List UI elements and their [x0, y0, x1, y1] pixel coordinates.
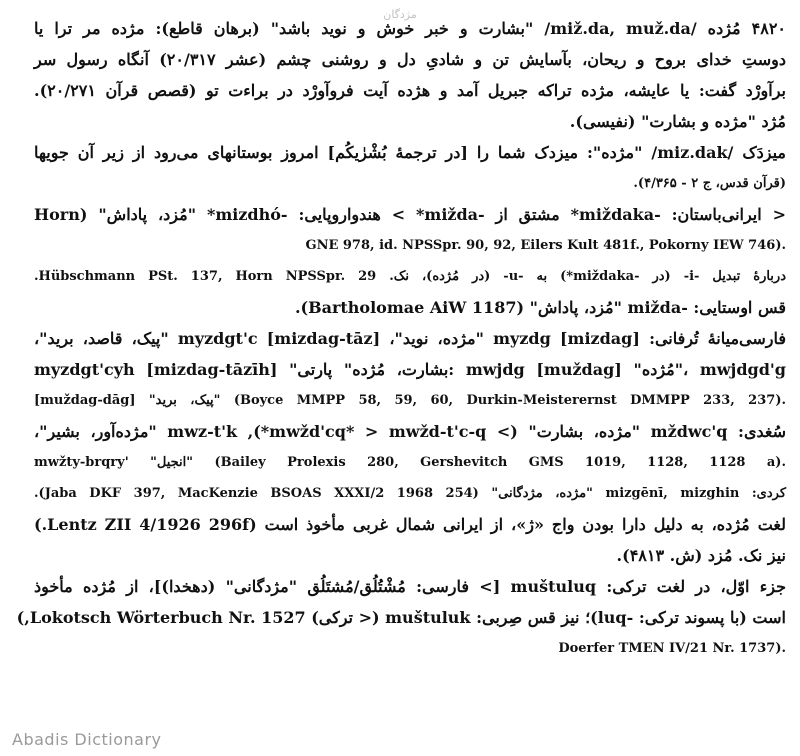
dictionary-entry	[16, 18, 787, 669]
site-watermark: Abadis Dictionary	[12, 730, 162, 749]
entry-line: فارسی‌میانهٔ تُرفانی: myzdg [mizdag] "مژده، نوید"، myzdgt'c [mizdag-tāz] "پیک، قاصد، برید"،	[34, 329, 787, 348]
entry-line: GNE 978, id. NPSSpr. 90, 92, Eilers Kult 481f., Pokorny IEW 746).	[305, 238, 786, 253]
entry-line: ۴۸۲۰ مُژده /miž.da, muž.da/ "بشارت و خبر خوش و نوید باشد" (برهان قاطع): مژده مر ترا یا	[34, 19, 786, 38]
entry-line: لغت مُژده، به دلیل دارا بودن واج «ژ»، از ایرانی شمال غربی مأخوذ است (Lentz ZII 4/1926 296f.)	[34, 515, 786, 534]
top-watermark: مژدگان	[383, 8, 417, 21]
entry-line: جزء اوّل، در لغت ترکی: muštuluq [> فارسی: مُشْتُلُق/مُشتَلُق "مژدگانی" (دهخدا)]، از مُژده مأخوذ	[34, 577, 786, 596]
entry-line: (قرآن قدس، ج ۲ - ۴/۳۶۵).	[633, 176, 786, 191]
entry-line: دوستِ خدای بروح و ریحان، بآسایش تن و شادیِ دل و روشنی چشم (عشر ۲۰/۳۱۷) آنگاه رسول سر	[34, 50, 786, 69]
entry-line: قس اوستایی: -mižda "مُزد، پاداش" (Bartholomae AiW 1187).	[294, 298, 786, 317]
entry-line: mwžty-brqry' "انجیل" (Bailey Prolexis 280, Gershevitch GMS 1019, 1128, 1128 a).	[34, 455, 786, 470]
entry-line: است (با پسوند ترکی: -luq)؛ نیز قس صِربی: muštuluk (< ترکی) Lokotsch Wörterbuch Nr. 1527,)	[16, 608, 786, 627]
entry-line: میزدَک /miz.dak/ "مژده": میزدک شما را [در ترجمهٔ بُشْرٰیکُم] امروز بوستانهای می‌رود از زیر آن جویها	[34, 143, 786, 162]
entry-line: دربارهٔ تبدیل -i- (در -miždaka*) به -u- (در مُژده)، نک. Hübschmann PSt. 137, Horn NPSSpr. 29.	[34, 269, 786, 284]
entry-line: Doerfer TMEN IV/21 Nr. 1737).	[558, 641, 786, 656]
entry-line: نیز نک. مُزد (ش. ۴۸۱۳).	[616, 546, 786, 565]
entry-line: [muždag-dāg] "پیک، برید" (Boyce MMPP 58, 59, 60, Durkin-Meisterernst DMMPP 233, 237).	[34, 393, 787, 408]
entry-line: کردی: mizgēnī, mizghin "مژده، مژدگانی" (Jaba DKF 397, MacKenzie BSOAS XXXI/2 1968 254).	[34, 486, 787, 501]
entry-line: < ایرانی‌باستان: -miždaka* مشتق از -mižda* > هندواروپایی: -mizdhó* "مُزد، پاداش" (Horn	[34, 205, 787, 224]
entry-line: سُغدی: mždwc'q "مژده، بشارت" (> mwžd'cq* > mwžd-t'c-q*), mwz-t'k "مژده‌آور، بشیر"،	[34, 422, 786, 441]
entry-line: myzdgt'cyh [mizdag-tāzīh] "بشارت، مُژده" پارتی: mwjdg [muždag] "مُژده"، mwjdgd'g	[34, 360, 786, 379]
entry-line: برآورْد گفت: یا عایشه، مژده تراکه جبریل آمد و هژده آیت فروآورْد در براءت تو (قصص قرآن ۲۰/۲۷۱).	[34, 81, 786, 100]
entry-line: مُژد "مژده و بشارت" (نفیسی).	[569, 112, 786, 131]
